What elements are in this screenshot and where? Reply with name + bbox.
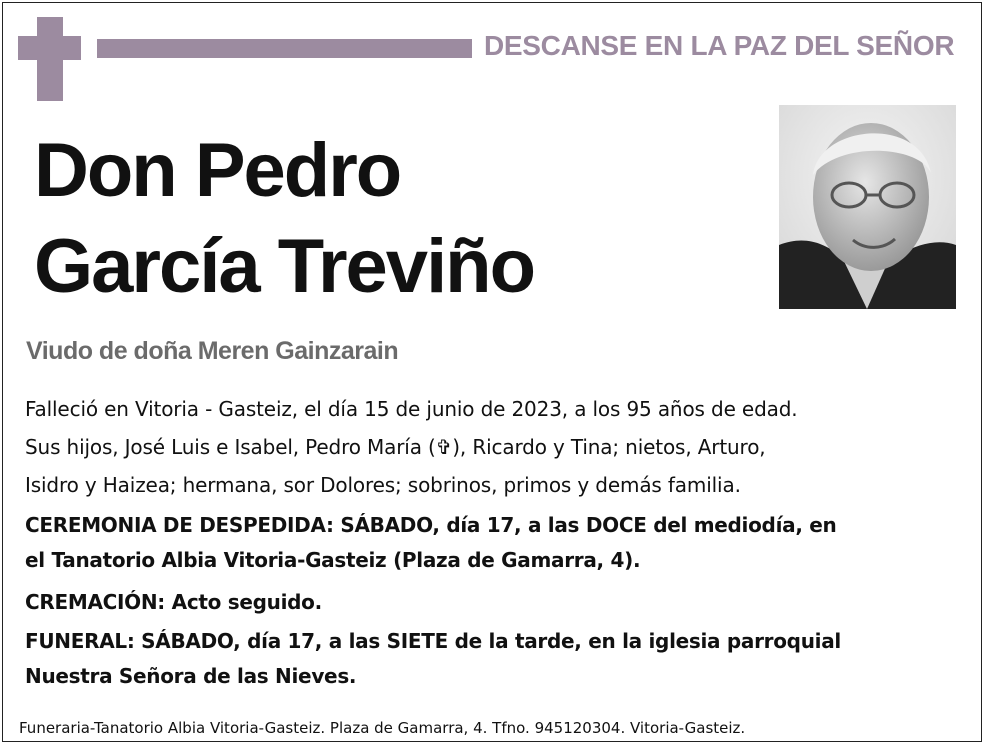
- cremation-line: CREMACIÓN: Acto seguido.: [25, 590, 322, 614]
- cross-icon-horizontal: [18, 36, 81, 60]
- deceased-name-line1: Don Pedro: [34, 128, 401, 213]
- death-line: Falleció en Vitoria - Gasteiz, el día 15 de junio de 2023, a los 95 años de edad.: [25, 397, 798, 421]
- deceased-name-line2: García Treviño: [34, 224, 535, 309]
- header-bar: [97, 39, 472, 58]
- family-line-1: Sus hijos, José Luis e Isabel, Pedro María (✞), Ricardo y Tina; nietos, Arturo,: [25, 435, 766, 459]
- widow-line: Viudo de doña Meren Gainzarain: [26, 337, 399, 365]
- ceremony-line-1: CEREMONIA DE DESPEDIDA: SÁBADO, día 17, a las DOCE del mediodía, en: [25, 513, 837, 537]
- tagline: DESCANSE EN LA PAZ DEL SEÑOR: [484, 30, 955, 61]
- family-line-2: Isidro y Haizea; hermana, sor Dolores; sobrinos, primos y demás familia.: [25, 473, 741, 497]
- funeral-line-2: Nuestra Señora de las Nieves.: [25, 664, 357, 688]
- portrait-photo: [779, 105, 956, 309]
- ceremony-line-2: el Tanatorio Albia Vitoria-Gasteiz (Plaza de Gamarra, 4).: [25, 548, 641, 572]
- funeral-home-footer: Funeraria-Tanatorio Albia Vitoria-Gasteiz. Plaza de Gamarra, 4. Tfno. 945120304. Vitoria-Gasteiz.: [19, 719, 746, 737]
- funeral-line-1: FUNERAL: SÁBADO, día 17, a las SIETE de la tarde, en la iglesia parroquial: [25, 629, 841, 653]
